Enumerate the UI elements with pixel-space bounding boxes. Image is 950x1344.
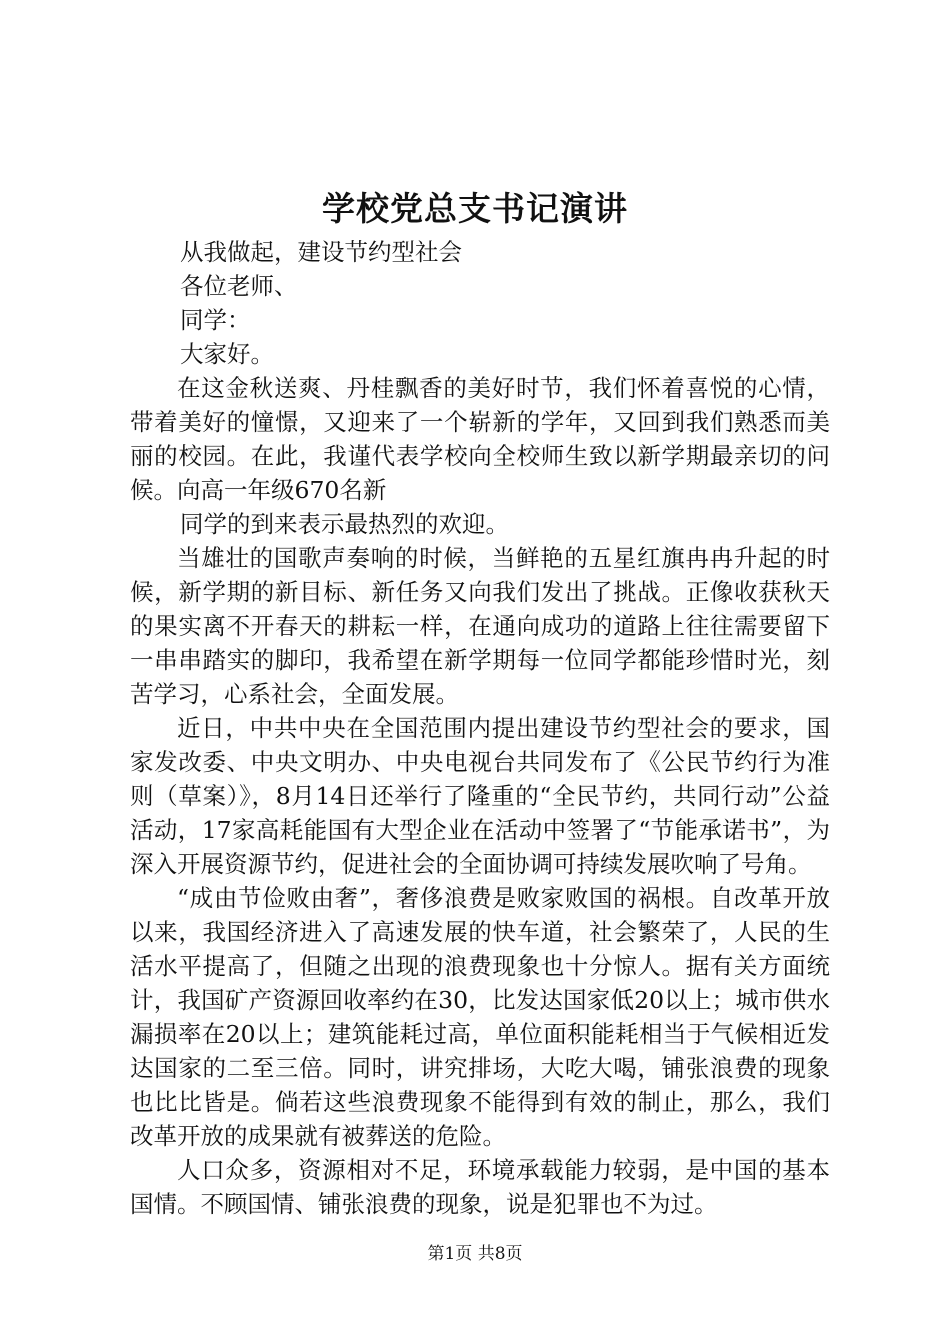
page-number: 第1页 共8页 [427, 1244, 523, 1264]
paragraph: 在这金秋送爽、丹桂飘香的美好时节，我们怀着喜悦的心情，带着美好的憧憬，又迎来了一个崭新的学年，又回到我们熟悉而美丽的校园。在此，我谨代表学校向全校师生致以新学期最亲切的问候。向高一年级670名新 [130, 374, 830, 504]
document-body [130, 235, 830, 1221]
paragraph-subtitle: 从我做起，建设节约型社会 [180, 238, 462, 266]
paragraph: 人口众多，资源相对不足，环境承载能力较弱，是中国的基本国情。不顾国情、铺张浪费的现象，说是犯罪也不为过。 [130, 1156, 830, 1218]
paragraph-greeting: 大家好。 [180, 340, 274, 368]
paragraph: 近日，中共中央在全国范围内提出建设节约型社会的要求，国家发改委、中央文明办、中央电视台共同发布了《公民节约行为准则（草案）》，8月14日还举行了隆重的“全民节约，共同行动”公益活动，17家高耗能国有大型企业在活动中签署了“节能承诺书”，为深入开展资源节约，促进社会的全面协调可持续发展吹响了号角。 [130, 714, 830, 878]
paragraph: 当雄壮的国歌声奏响的时候，当鲜艳的五星红旗冉冉升起的时候，新学期的新目标、新任务又向我们发出了挑战。正像收获秋天的果实离不开春天的耕耘一样，在通向成功的道路上往往需要留下一串串踏实的脚印，我希望在新学期每一位同学都能珍惜时光，刻苦学习，心系社会，全面发展。 [130, 544, 830, 708]
paragraph-salutation-students: 同学： [180, 306, 251, 334]
paragraph: 同学的到来表示最热烈的欢迎。 [180, 510, 509, 538]
paragraph-salutation-teachers: 各位老师、 [180, 272, 298, 300]
paragraph: “成由节俭败由奢”，奢侈浪费是败家败国的祸根。自改革开放以来，我国经济进入了高速发展的快车道，社会繁荣了，人民的生活水平提高了，但随之出现的浪费现象也十分惊人。据有关方面统计，我国矿产资源回收率约在30，比发达国家低20以上；城市供水漏损率在20以上；建筑能耗过高，单位面积能耗相当于气候相近发达国家的二至三倍。同时，讲究排场，大吃大喝，铺张浪费的现象也比比皆是。倘若这些浪费现象不能得到有效的制止，那么，我们改革开放的成果就有被葬送的危险。 [130, 884, 830, 1150]
document-title: 学校党总支书记演讲 [322, 189, 628, 228]
